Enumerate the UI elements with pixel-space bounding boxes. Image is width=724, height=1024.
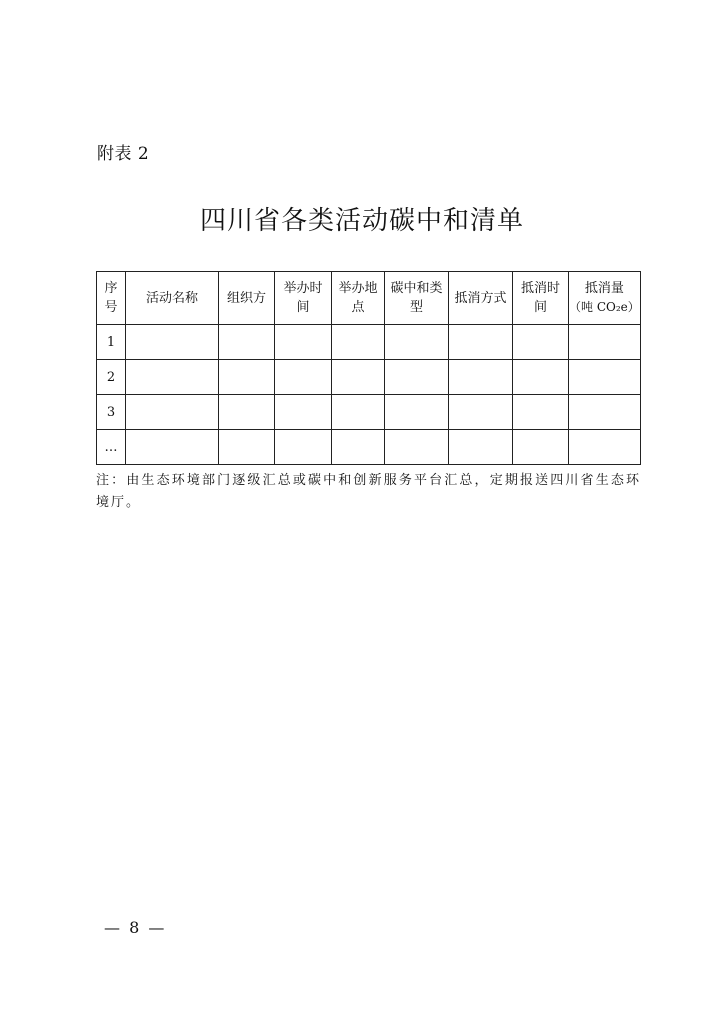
header-event-location bbox=[332, 272, 385, 325]
header-index bbox=[97, 272, 126, 325]
table-cell bbox=[513, 325, 569, 360]
table-cell bbox=[126, 430, 219, 465]
header-offset-amount bbox=[569, 272, 641, 325]
table-row bbox=[97, 360, 641, 395]
table-cell bbox=[449, 360, 513, 395]
table-cell bbox=[219, 395, 275, 430]
table-cell bbox=[449, 325, 513, 360]
table-cell bbox=[385, 360, 449, 395]
header-line: 组织方 bbox=[226, 290, 266, 306]
activity-table bbox=[96, 271, 641, 465]
header-unit: （吨 CO₂e） bbox=[569, 300, 640, 314]
header-line: 抵消时 bbox=[520, 281, 560, 296]
table-cell bbox=[332, 325, 385, 360]
table-cell bbox=[569, 360, 641, 395]
header-line: 举办地 bbox=[338, 281, 378, 296]
header-line: 间 bbox=[533, 300, 547, 315]
header-line: 序 bbox=[104, 281, 118, 296]
table-cell bbox=[275, 395, 332, 430]
table-cell bbox=[219, 360, 275, 395]
table-cell bbox=[332, 395, 385, 430]
table-cell bbox=[275, 430, 332, 465]
header-line: 抵消量 bbox=[584, 281, 624, 296]
table-cell bbox=[332, 360, 385, 395]
page-number: — 8 — bbox=[104, 918, 167, 937]
attachment-label: 附表 2 bbox=[97, 144, 150, 164]
table-cell bbox=[332, 430, 385, 465]
table-row bbox=[97, 430, 641, 465]
row-index: 2 bbox=[97, 360, 126, 395]
table-cell bbox=[126, 395, 219, 430]
header-organizer bbox=[219, 272, 275, 325]
table-cell bbox=[275, 360, 332, 395]
table-cell bbox=[513, 360, 569, 395]
table-cell bbox=[569, 395, 641, 430]
header-offset-method bbox=[449, 272, 513, 325]
table-cell bbox=[385, 325, 449, 360]
table-cell bbox=[385, 395, 449, 430]
header-neutrality-type bbox=[385, 272, 449, 325]
header-event-time bbox=[275, 272, 332, 325]
header-line: 抵消方式 bbox=[454, 290, 507, 306]
table-cell bbox=[219, 325, 275, 360]
header-line: 间 bbox=[296, 300, 310, 315]
header-line: 活动名称 bbox=[145, 290, 198, 306]
table-row bbox=[97, 395, 641, 430]
table-cell bbox=[449, 430, 513, 465]
header-offset-time bbox=[513, 272, 569, 325]
header-line: 举办时 bbox=[283, 281, 323, 296]
header-line: 点 bbox=[351, 300, 365, 315]
table-cell bbox=[126, 360, 219, 395]
table-cell bbox=[513, 430, 569, 465]
table-cell bbox=[219, 430, 275, 465]
header-line: 型 bbox=[409, 300, 423, 315]
table-cell bbox=[569, 325, 641, 360]
row-index: 3 bbox=[97, 395, 126, 430]
table-cell bbox=[275, 325, 332, 360]
header-line: 碳中和类 bbox=[390, 281, 443, 296]
table-cell bbox=[126, 325, 219, 360]
table-cell bbox=[449, 395, 513, 430]
table-row bbox=[97, 325, 641, 360]
header-line: 号 bbox=[104, 300, 118, 315]
table-header-row bbox=[97, 272, 641, 325]
row-index: … bbox=[97, 430, 126, 465]
table-cell bbox=[513, 395, 569, 430]
header-activity-name bbox=[126, 272, 219, 325]
row-index: 1 bbox=[97, 325, 126, 360]
table-cell bbox=[385, 430, 449, 465]
table-note: 注：由生态环境部门逐级汇总或碳中和创新服务平台汇总，定期报送四川省生态环境厅。 bbox=[96, 473, 641, 510]
table-cell bbox=[569, 430, 641, 465]
page-title: 四川省各类活动碳中和清单 bbox=[199, 206, 524, 236]
